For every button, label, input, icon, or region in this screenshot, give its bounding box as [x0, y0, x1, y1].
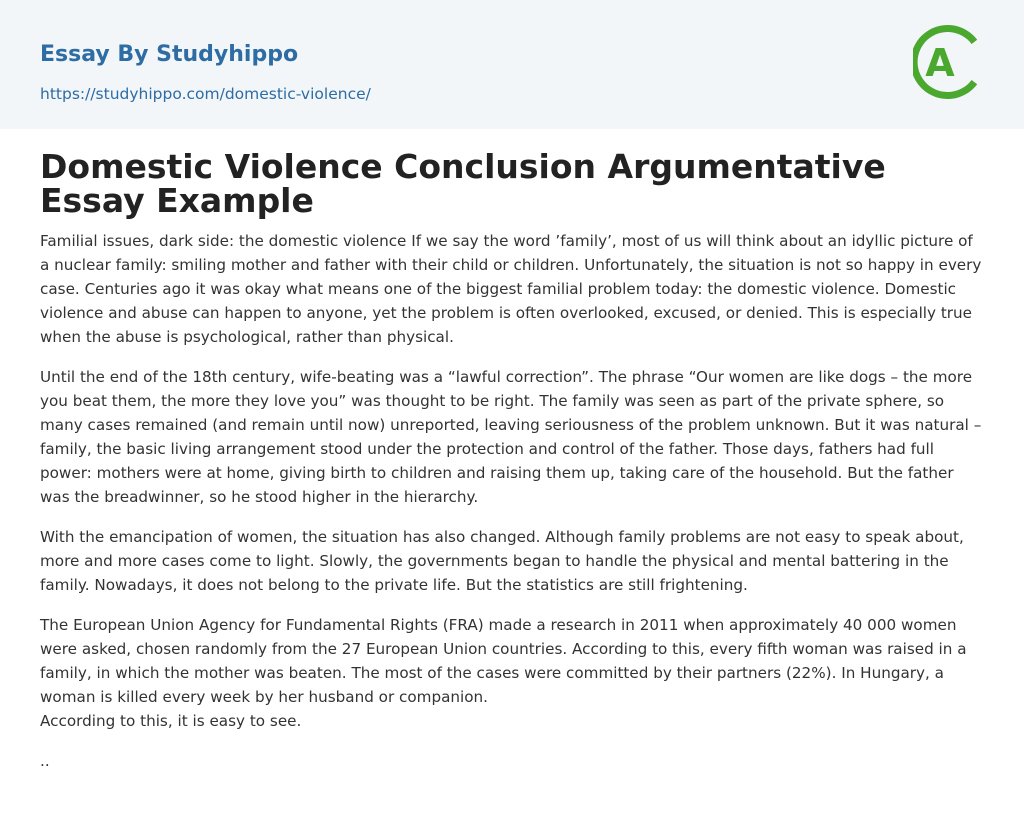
article-url-link[interactable]: https://studyhippo.com/domestic-violence/ [40, 85, 371, 103]
site-header [0, 0, 1024, 129]
article-paragraph-2: Until the end of the 18th century, wife-beating was a “lawful correction”. The phrase “Our women are like dogs – the more you beat them, the more they love you” was thought to be right. The family was seen as part of the private sphere, so many cases remained (and remain until now) unreported, leaving seriousness of the problem unknown. But it was natural – family, the basic living arrangement stood under the protection and control of the father. Those days, fathers had full power: mothers were at home, giving birth to children and raising them up, taking care of the household. But the father was the breadwinner, so he stood higher in the hierarchy. [40, 368, 982, 506]
studyhippo-logo-icon[interactable] [913, 19, 987, 105]
site-brand[interactable]: Essay By Studyhippo [40, 42, 299, 67]
truncation-ellipsis: .. [40, 752, 50, 770]
article-paragraph-3: With the emancipation of women, the situation has also changed. Although family problems are not easy to speak about, more and more cases come to light. Slowly, the governments began to handle the physical and mental battering in the family. Nowadays, it does not belong to the private life. But the statistics are still frightening. [40, 528, 964, 594]
article-title: Domestic Violence Conclusion Argumentative Essay Example [40, 147, 886, 220]
article-paragraph-1: Familial issues, dark side: the domestic violence If we say the word ’family’, most of us will think about an idyllic picture of a nuclear family: smiling mother and father with their child or children. Unfortunately, the situation is not so happy in every case. Centuries ago it was okay what means one of the biggest familial problem today: the domestic violence. Domestic violence and abuse can happen to anyone, yet the problem is often overlooked, excused, or denied. This is especially true when the abuse is psychological, rather than physical. [40, 232, 982, 346]
article-paragraph-4: The European Union Agency for Fundamental Rights (FRA) made a research in 2011 when approximately 40 000 women were asked, chosen randomly from the 27 European Union countries. According to this, every fifth woman was raised in a family, in which the mother was beaten. The most of the cases were committed by their partners (22%). In Hungary, a woman is killed every week by her husband or companion. [40, 616, 967, 706]
logo-letter: A [925, 41, 955, 85]
article-paragraph-5: According to this, it is easy to see. [40, 712, 302, 730]
article-body [40, 229, 985, 773]
